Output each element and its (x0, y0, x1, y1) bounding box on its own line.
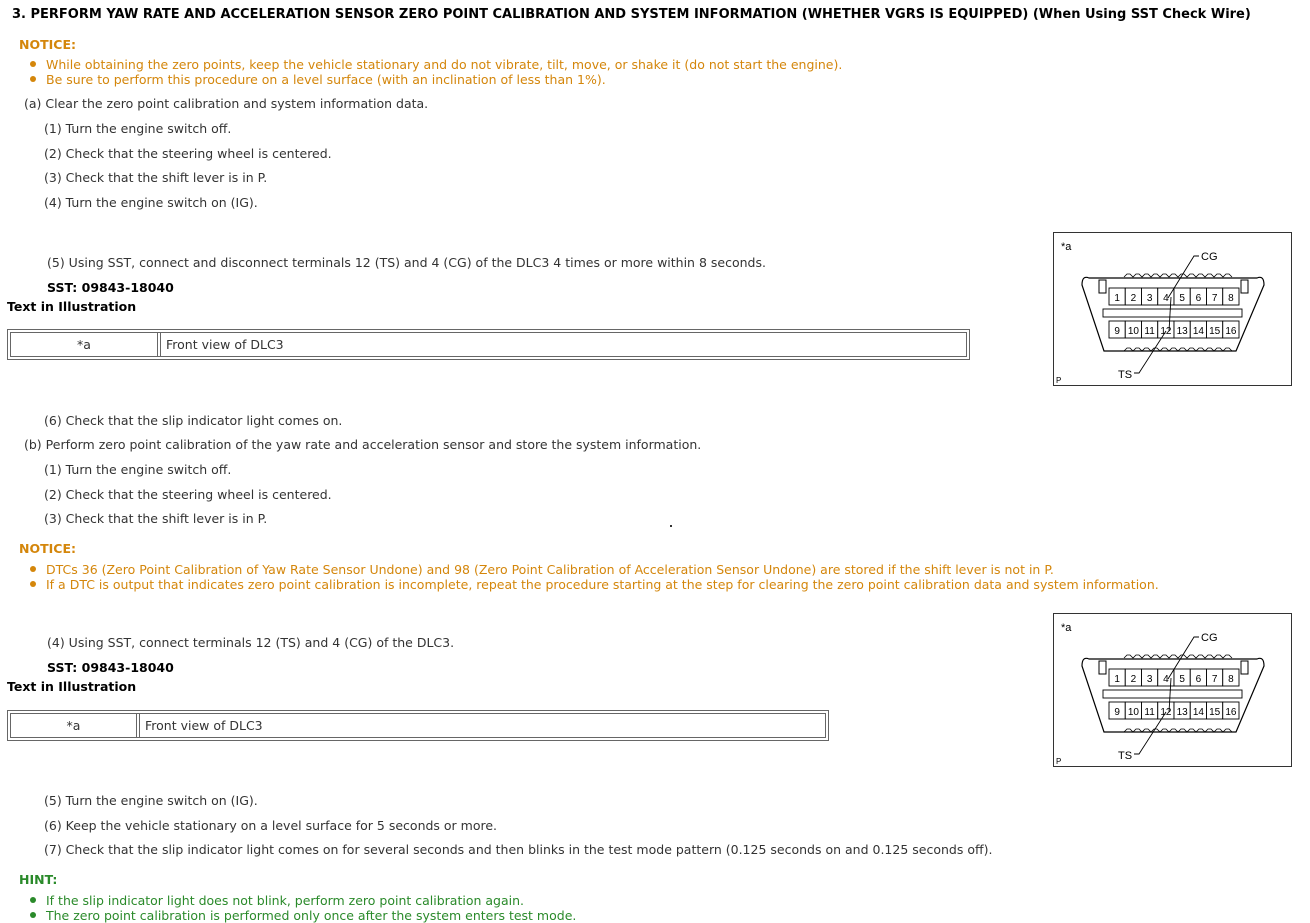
step-a-3: (3) Check that the shift lever is in P. (44, 170, 268, 185)
notice-heading: NOTICE: (19, 541, 76, 556)
step-b-3: (3) Check that the shift lever is in P. (44, 511, 268, 526)
pin-number: 14 (1192, 326, 1204, 337)
step-b-6: (6) Keep the vehicle stationary on a level surface for 5 seconds or more. (44, 818, 498, 833)
cg-label: CG (1201, 251, 1218, 263)
pin-number: 6 (1195, 674, 1202, 685)
pin-number: 3 (1146, 674, 1153, 685)
pin-number: 15 (1209, 326, 1221, 337)
pin-number: 15 (1209, 707, 1221, 718)
page-title: 3. PERFORM YAW RATE AND ACCELERATION SENSOR ZERO POINT CALIBRATION AND SYSTEM INFORMATION (WHETHER VGRS IS EQUIPPED) (When Using SST Check Wire) (12, 7, 1251, 22)
connector-center-bar (1103, 309, 1242, 317)
pin-number: 1 (1114, 674, 1120, 685)
bullet-icon (30, 76, 36, 82)
pin-number: 12 (1160, 326, 1172, 337)
text-in-illustration-heading: Text in Illustration (7, 679, 137, 694)
hint-text: If the slip indicator light does not blink, perform zero point calibration again. (46, 893, 525, 908)
pin-number: 5 (1179, 674, 1185, 685)
notice-item (30, 562, 1054, 577)
notice-text: If a DTC is output that indicates zero point calibration is incomplete, repeat the procedure starting at the step for clearing the zero point calibration data and system information. (46, 577, 1159, 592)
corner-label: *a (1061, 622, 1072, 634)
pin-number: 8 (1228, 674, 1234, 685)
sst-number: SST: 09843-18040 (47, 660, 174, 675)
pin-number: 10 (1127, 326, 1139, 337)
dlc3-illustration (1053, 232, 1292, 386)
housing-top-edge (1124, 655, 1232, 658)
dlc3-illustration (1053, 613, 1292, 767)
left-latch (1099, 661, 1106, 674)
step-a-label: (a) Clear the zero point calibration and system information data. (24, 96, 429, 111)
stray-dot (670, 525, 672, 527)
hint-heading: HINT: (19, 872, 58, 887)
hint-text: The zero point calibration is performed only once after the system enters test mode. (46, 908, 577, 923)
legend-value: Front view of DLC3 (139, 714, 825, 737)
right-latch (1241, 280, 1248, 293)
pin-number: 3 (1146, 293, 1153, 304)
illustration-legend-table (7, 710, 829, 741)
bullet-icon (30, 61, 36, 67)
step-b-5: (5) Turn the engine switch on (IG). (44, 793, 258, 808)
pin-number: 1 (1114, 293, 1120, 304)
hint-item (30, 908, 576, 923)
legend-key: *a (11, 714, 137, 737)
hint-item (30, 893, 524, 908)
bullet-icon (30, 581, 36, 587)
pin-number: 16 (1225, 326, 1237, 337)
pin-number: 14 (1192, 707, 1204, 718)
pin-number: 9 (1114, 326, 1120, 337)
pin-number: 11 (1144, 707, 1155, 718)
pin-number: 4 (1163, 293, 1169, 304)
step-a-2: (2) Check that the steering wheel is centered. (44, 146, 332, 161)
ts-label: TS (1118, 369, 1133, 381)
pin-number: 2 (1130, 674, 1137, 685)
step-a-4: (4) Turn the engine switch on (IG). (44, 195, 258, 210)
step-b-4: (4) Using SST, connect terminals 12 (TS) and 4 (CG) of the DLC3. (47, 635, 455, 650)
left-latch (1099, 280, 1106, 293)
illustration-code: P (1056, 376, 1062, 385)
step-a-6: (6) Check that the slip indicator light comes on. (44, 413, 343, 428)
cg-label: CG (1201, 632, 1218, 644)
notice-item (30, 72, 606, 87)
pin-number: 11 (1144, 326, 1155, 337)
notice-item (30, 577, 1159, 592)
pin-number: 10 (1127, 707, 1139, 718)
ts-label: TS (1118, 750, 1133, 762)
notice-heading: NOTICE: (19, 37, 76, 52)
pin-number: 7 (1211, 674, 1218, 685)
pin-number: 7 (1211, 293, 1218, 304)
text-in-illustration-heading: Text in Illustration (7, 299, 137, 314)
right-latch (1241, 661, 1248, 674)
step-b-label: (b) Perform zero point calibration of the yaw rate and acceleration sensor and store the system information. (24, 437, 702, 452)
bullet-icon (30, 897, 36, 903)
illustration-code: P (1056, 757, 1062, 766)
step-a-1: (1) Turn the engine switch off. (44, 121, 232, 136)
connector-center-bar (1103, 690, 1242, 698)
step-a-5: (5) Using SST, connect and disconnect terminals 12 (TS) and 4 (CG) of the DLC3 4 times or more within 8 seconds. (47, 255, 766, 270)
notice-text: Be sure to perform this procedure on a level surface (with an inclination of less than 1%). (46, 72, 606, 87)
pin-number: 4 (1163, 674, 1169, 685)
bullet-icon (30, 566, 36, 572)
legend-key: *a (11, 333, 158, 356)
bullet-icon (30, 912, 36, 918)
sst-number: SST: 09843-18040 (47, 280, 174, 295)
corner-label: *a (1061, 241, 1072, 253)
notice-item (30, 57, 842, 72)
step-b-2: (2) Check that the steering wheel is centered. (44, 487, 332, 502)
pin-number: 13 (1176, 326, 1188, 337)
dlc3-connector-diagram (1054, 614, 1291, 766)
legend-value: Front view of DLC3 (160, 333, 966, 356)
step-b-1: (1) Turn the engine switch off. (44, 462, 232, 477)
notice-text: DTCs 36 (Zero Point Calibration of Yaw Rate Sensor Undone) and 98 (Zero Point Calibration of Acceleration Sensor Undone) are stored if the shift lever is not in P. (46, 562, 1054, 577)
pin-number: 2 (1130, 293, 1137, 304)
step-b-7: (7) Check that the slip indicator light comes on for several seconds and then blinks in the test mode pattern (0.125 seconds on and 0.125 seconds off). (44, 842, 993, 857)
dlc3-connector-diagram (1054, 233, 1291, 385)
pin-number: 13 (1176, 707, 1188, 718)
housing-top-edge (1124, 274, 1232, 277)
pin-number: 5 (1179, 293, 1185, 304)
pin-number: 12 (1160, 707, 1172, 718)
illustration-legend-table (7, 329, 970, 360)
pin-number: 8 (1228, 293, 1234, 304)
pin-number: 9 (1114, 707, 1120, 718)
pin-number: 16 (1225, 707, 1237, 718)
notice-text: While obtaining the zero points, keep the vehicle stationary and do not vibrate, tilt, move, or shake it (do not start the engine). (46, 57, 843, 72)
pin-number: 6 (1195, 293, 1202, 304)
